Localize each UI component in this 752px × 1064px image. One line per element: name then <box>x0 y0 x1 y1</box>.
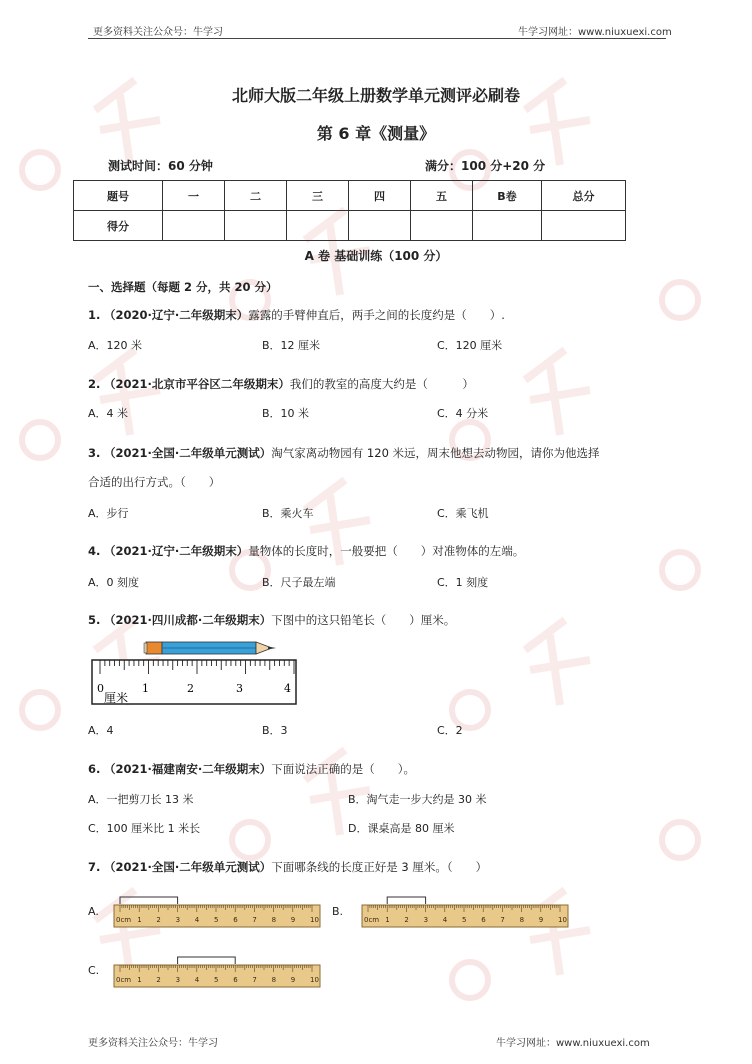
option-b[interactable]: B．乘火车 <box>262 507 314 520</box>
ruler-tick-label: 4 <box>194 916 200 924</box>
ruler-tick-label: 6 <box>233 976 238 984</box>
ruler-tick-label: 6 <box>481 916 486 924</box>
ruler-tick-label: 9 <box>290 916 296 924</box>
ruler-tick-label: 5 <box>214 916 219 924</box>
score-table-header-row <box>74 181 626 211</box>
table-header-cell: 二 <box>225 181 287 211</box>
table-header-cell: 总分 <box>542 181 626 211</box>
score-cell[interactable] <box>542 211 626 241</box>
option-b[interactable]: B．12 厘米 <box>262 339 321 352</box>
ruler-tick-label: 7 <box>500 916 505 924</box>
ruler-tick-label: 0 <box>97 682 104 695</box>
option-c[interactable]: C. <box>88 964 100 977</box>
question-source: （2020·辽宁·二年级期末） <box>104 308 249 322</box>
option-b[interactable]: B. <box>332 905 344 918</box>
option-b[interactable]: B．3 <box>262 724 288 737</box>
header-left: 更多资料关注公众号：牛学习 <box>93 27 223 38</box>
part-a-heading: A 卷 基础训练（100 分） <box>304 249 448 263</box>
option-c[interactable]: C．乘飞机 <box>437 507 489 520</box>
question-source: （2021·全国·二年级单元测试） <box>104 860 272 874</box>
section-heading: 一、选择题（每题 2 分，共 20 分） <box>88 280 278 294</box>
option-b[interactable]: B．淘气走一步大约是 30 米 <box>348 793 487 806</box>
option-c[interactable]: C．4 分米 <box>437 407 489 420</box>
ruler-tick-label: 4 <box>194 976 200 984</box>
question-3 <box>88 445 600 461</box>
question-5 <box>88 612 455 628</box>
score-cell[interactable] <box>411 211 473 241</box>
ruler-tick-label: 1 <box>137 916 142 924</box>
question-source: （2021·辽宁·二年级期末） <box>104 544 249 558</box>
ruler-tick-label: 8 <box>271 976 277 984</box>
ruler-tick-label: 10 <box>310 976 319 984</box>
ruler-tick-label: 0cm <box>116 916 132 924</box>
table-header-cell: 题号 <box>74 181 163 211</box>
footer-left: 更多资料关注公众号：牛学习 <box>88 1038 218 1049</box>
ruler-tick-label: 2 <box>404 916 409 924</box>
question-text: 下面说法正确的是（ ）。 <box>271 762 416 776</box>
footer-right: 牛学习网址：www.niuxuexi.com <box>496 1038 650 1049</box>
ruler-tick-label: 8 <box>519 916 525 924</box>
time-label: 测试时间：60 分钟 <box>108 159 213 173</box>
ruler-unit-label: 厘米 <box>104 691 129 705</box>
question-number: 3. <box>88 446 101 460</box>
question-source: （2021·全国·二年级单元测试） <box>104 446 272 460</box>
ruler-tick-label: 4 <box>442 916 448 924</box>
ruler-tick-label: 7 <box>252 976 257 984</box>
full-score-label: 满分：100 分+20 分 <box>425 159 546 173</box>
option-c[interactable]: C．120 厘米 <box>437 339 503 352</box>
ruler-tick-label: 2 <box>156 916 161 924</box>
ruler-option-a[interactable] <box>112 893 322 929</box>
question-source: （2021·四川成都·二年级期末） <box>104 613 272 627</box>
score-cell[interactable] <box>349 211 411 241</box>
score-cell[interactable] <box>225 211 287 241</box>
question-number: 7. <box>88 860 101 874</box>
score-cell[interactable] <box>163 211 225 241</box>
table-header-cell: 四 <box>349 181 411 211</box>
table-header-cell: B卷 <box>473 181 542 211</box>
score-cell[interactable] <box>287 211 349 241</box>
score-table-score-row <box>74 211 626 241</box>
question-1 <box>88 307 505 323</box>
measured-line <box>387 897 425 904</box>
measured-line <box>120 897 178 904</box>
option-a[interactable]: A．步行 <box>88 507 129 520</box>
table-row-label: 得分 <box>74 211 163 241</box>
ruler-tick-label: 1 <box>385 916 390 924</box>
measured-line <box>178 957 236 964</box>
option-b[interactable]: B．尺子最左端 <box>262 576 336 589</box>
ruler-tick-label: 0cm <box>116 976 132 984</box>
option-b[interactable]: B．10 米 <box>262 407 310 420</box>
ruler-tick-label: 9 <box>290 976 296 984</box>
ruler-tick-label: 3 <box>423 916 429 924</box>
header-right: 牛学习网址：www.niuxuexi.com <box>518 27 672 38</box>
score-table <box>73 180 626 241</box>
ruler-tick-label: 3 <box>175 916 181 924</box>
question-number: 6. <box>88 762 101 776</box>
option-c[interactable]: C．2 <box>437 724 463 737</box>
ruler-option-c[interactable] <box>112 953 322 989</box>
question-number: 2. <box>88 377 101 391</box>
question-4 <box>88 543 524 559</box>
question-text: 量物体的长度时，一般要把（ ）对准物体的左端。 <box>248 544 525 558</box>
ruler-tick-label: 1 <box>137 976 142 984</box>
ruler-tick-label: 2 <box>187 682 194 695</box>
ruler-tick-label: 8 <box>271 916 277 924</box>
ruler-tick-label: 3 <box>175 976 181 984</box>
ruler-tick-label: 5 <box>214 976 219 984</box>
ruler-tick-label: 3 <box>236 682 243 695</box>
option-a[interactable]: A．4 <box>88 724 114 737</box>
question-text: 下图中的这只铅笔长（ ）厘米。 <box>271 613 456 627</box>
ruler-tick-label: 10 <box>310 916 319 924</box>
option-c[interactable]: C．1 刻度 <box>437 576 489 589</box>
ruler-tick-label: 2 <box>156 976 161 984</box>
ruler-tick-label: 4 <box>284 682 291 695</box>
option-a[interactable]: A．一把剪刀长 13 米 <box>88 793 194 806</box>
option-a[interactable]: A．0 刻度 <box>88 576 140 589</box>
ruler-tick-label: 5 <box>462 916 467 924</box>
ruler-tick-label: 1 <box>142 682 149 695</box>
table-header-cell: 三 <box>287 181 349 211</box>
ruler-option-b[interactable] <box>360 893 570 929</box>
question-text: 下面哪条线的长度正好是 3 厘米。（ ） <box>271 860 488 874</box>
table-header-cell: 一 <box>163 181 225 211</box>
question-7 <box>88 859 487 875</box>
option-a[interactable]: A．120 米 <box>88 339 143 352</box>
question-source: （2021·福建南安·二年级期末） <box>104 762 272 776</box>
ruler-tick-label: 6 <box>233 916 238 924</box>
option-a[interactable]: A. <box>88 905 99 918</box>
header-rule <box>88 38 666 39</box>
ruler-tick-label: 0cm <box>364 916 380 924</box>
ruler-tick-label: 10 <box>558 916 567 924</box>
question-6 <box>88 761 415 777</box>
question-text: 露露的手臂伸直后，两手之间的长度约是（ ）. <box>248 308 505 322</box>
ruler-tick-label: 9 <box>538 916 544 924</box>
option-a[interactable]: A．4 米 <box>88 407 129 420</box>
ruler-tick-label: 7 <box>252 916 257 924</box>
pencil-ruler-figure <box>90 636 300 706</box>
table-header-cell: 五 <box>411 181 473 211</box>
question-source: （2021·北京市平谷区二年级期末） <box>104 377 290 391</box>
question-number: 4. <box>88 544 101 558</box>
question-2 <box>88 376 474 392</box>
option-d[interactable]: D．课桌高是 80 厘米 <box>348 822 455 835</box>
page-title: 北师大版二年级上册数学单元测评必刷卷 <box>231 86 520 105</box>
question-text-continued: 合适的出行方式。（ ） <box>88 475 221 489</box>
question-text: 淘气家离动物园有 120 米远，周末他想去动物园，请你为他选择 <box>271 446 600 460</box>
chapter-title: 第 6 章《测量》 <box>316 124 436 143</box>
question-number: 1. <box>88 308 101 322</box>
question-number: 5. <box>88 613 101 627</box>
option-c[interactable]: C．100 厘米比 1 米长 <box>88 822 201 835</box>
question-text: 我们的教室的高度大约是（ ） <box>289 377 474 391</box>
score-cell[interactable] <box>473 211 542 241</box>
pencil-icon <box>144 642 276 654</box>
